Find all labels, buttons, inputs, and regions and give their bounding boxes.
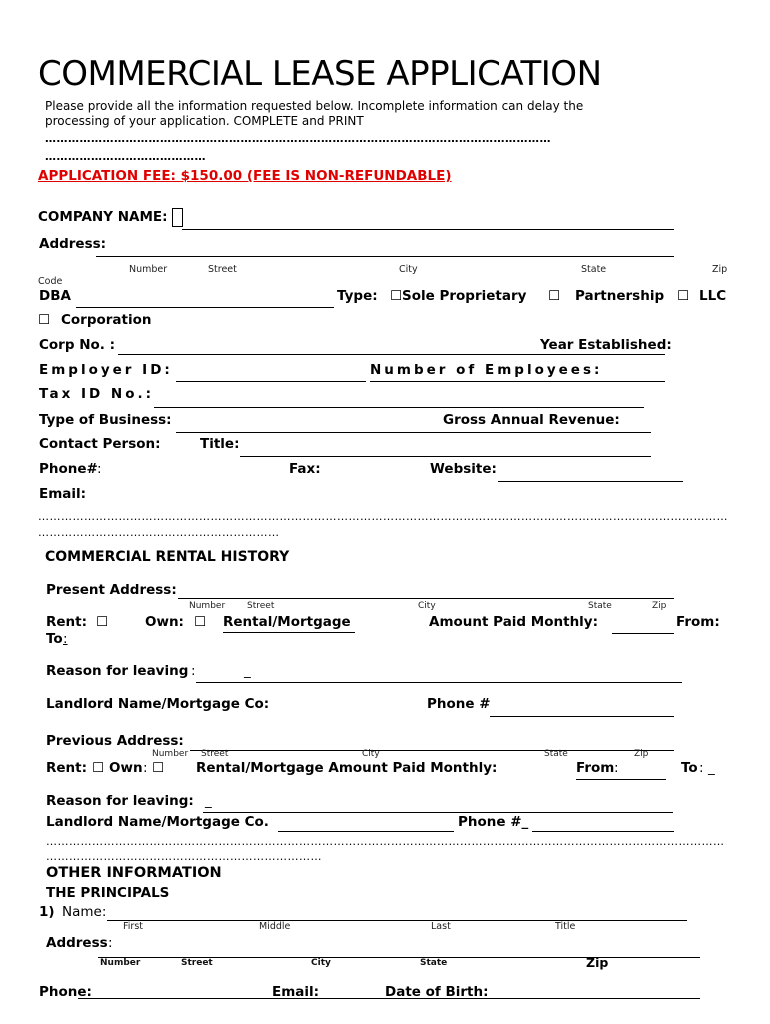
prev-rent-label: Rent: bbox=[46, 760, 88, 776]
reason-leaving-underscore: _ bbox=[244, 663, 251, 679]
pa-city-label: City bbox=[418, 601, 436, 611]
employer-id-field[interactable] bbox=[176, 381, 366, 382]
amount-paid-field[interactable] bbox=[612, 633, 674, 634]
partnership-checkbox[interactable]: ☐ bbox=[548, 288, 561, 304]
prev-reason-underscore: _ bbox=[205, 793, 212, 809]
phone-label: Phone# bbox=[39, 461, 98, 477]
prev-state-label: State bbox=[544, 749, 568, 759]
principals-heading: THE PRINCIPALS bbox=[46, 885, 170, 901]
company-name-field[interactable] bbox=[182, 229, 674, 230]
other-info-heading: OTHER INFORMATION bbox=[46, 865, 222, 881]
website-field[interactable] bbox=[498, 481, 683, 482]
addr-zip-label: Zip bbox=[712, 264, 728, 275]
dotted-separator: …………………………………………………………………………………………………………………… bbox=[45, 132, 551, 145]
rent-label: Rent: bbox=[46, 614, 88, 630]
prev-zip-label: Zip bbox=[634, 749, 649, 759]
pa-street-label: Street bbox=[247, 601, 275, 611]
prev-landlord-field[interactable] bbox=[278, 831, 454, 832]
dotted-separator-2: ……………………………………………………………………………………………………………………………………………………………… bbox=[38, 510, 728, 523]
name-first-label: First bbox=[123, 921, 143, 932]
year-established-field[interactable] bbox=[520, 354, 665, 355]
previous-address-label: Previous Address: bbox=[46, 733, 184, 749]
llc-checkbox[interactable]: ☐ bbox=[677, 288, 690, 304]
corporation-checkbox[interactable]: ☐ bbox=[38, 312, 51, 328]
rental-mortgage-label: Rental/Mortgage bbox=[223, 614, 351, 630]
prev-rental-amount-label: Rental/Mortgage Amount Paid Monthly: bbox=[196, 760, 498, 776]
prev-to-underscore: _ bbox=[708, 760, 715, 776]
previous-address-field[interactable] bbox=[190, 750, 674, 751]
pa-state-label: State bbox=[588, 601, 612, 611]
page-title: COMMERCIAL LEASE APPLICATION bbox=[38, 54, 602, 94]
gross-revenue-field[interactable] bbox=[443, 432, 651, 433]
type-business-label: Type of Business: bbox=[39, 412, 172, 428]
amount-paid-monthly-label: Amount Paid Monthly: bbox=[429, 614, 599, 630]
name-title-label: Title bbox=[555, 921, 576, 932]
rent-checkbox[interactable]: ☐ bbox=[96, 614, 109, 630]
addr-code-label: Code bbox=[38, 276, 63, 287]
principal-name-label: Name: bbox=[62, 904, 107, 920]
addr-city-label: City bbox=[399, 264, 418, 275]
year-established-label: Year Established: bbox=[540, 337, 672, 353]
prev-rent-checkbox[interactable]: ☐ bbox=[92, 760, 105, 776]
contact-title-field[interactable] bbox=[240, 456, 651, 457]
principal-name-field[interactable] bbox=[107, 920, 687, 921]
sole-proprietary-label: Sole Proprietary bbox=[402, 288, 527, 304]
intro-line-1: Please provide all the information requested below. Incomplete information can delay the bbox=[45, 99, 584, 113]
address-label: Address: bbox=[39, 236, 107, 252]
landlord-phone-field[interactable] bbox=[490, 716, 674, 717]
rental-history-heading: COMMERCIAL RENTAL HISTORY bbox=[45, 549, 290, 565]
principal-address-colon: : bbox=[108, 935, 113, 951]
tax-id-field[interactable] bbox=[154, 407, 644, 408]
prev-from-field[interactable] bbox=[576, 779, 666, 780]
paddr-number-label: Number bbox=[100, 958, 141, 968]
prev-reason-field[interactable] bbox=[203, 812, 673, 813]
paddr-city-label: City bbox=[311, 958, 331, 968]
email-label: Email: bbox=[39, 486, 87, 502]
prev-number-label: Number bbox=[152, 749, 189, 759]
type-label: Type: bbox=[337, 288, 378, 304]
name-last-label: Last bbox=[431, 921, 451, 932]
own-label: Own: bbox=[145, 614, 184, 630]
addr-street-label: Street bbox=[208, 264, 237, 275]
contact-title-label: Title: bbox=[200, 436, 240, 452]
reason-leaving-label: Reason for leaving bbox=[46, 663, 189, 679]
num-employees-label: Number of Employees: bbox=[370, 362, 603, 378]
dotted-separator-end: …………………………………… bbox=[45, 150, 206, 163]
paddr-street-label: Street bbox=[181, 958, 213, 968]
num-employees-field[interactable] bbox=[370, 381, 665, 382]
to-colon: : bbox=[63, 631, 68, 647]
to-label: To bbox=[46, 631, 63, 647]
prev-landlord-phone-label: Phone #_ bbox=[458, 814, 529, 830]
prev-street-label: Street bbox=[201, 749, 229, 759]
corp-no-label: Corp No. : bbox=[39, 337, 116, 353]
contact-person-label: Contact Person: bbox=[39, 436, 161, 452]
prev-own-checkbox[interactable]: ☐ bbox=[152, 760, 165, 776]
addr-number-label: Number bbox=[129, 264, 168, 275]
address-field[interactable] bbox=[96, 256, 674, 257]
fax-label: Fax: bbox=[289, 461, 321, 477]
paddr-state-label: State bbox=[420, 958, 448, 968]
landlord-phone-label: Phone # bbox=[427, 696, 491, 712]
dotted-separator-3-end: ……………………………………………………………… bbox=[46, 850, 322, 863]
principal-number: 1) bbox=[39, 904, 55, 920]
addr-state-label: State bbox=[581, 264, 607, 275]
prev-own-colon: : bbox=[143, 760, 148, 776]
dba-field[interactable] bbox=[76, 307, 334, 308]
name-middle-label: Middle bbox=[259, 921, 291, 932]
application-fee: APPLICATION FEE: $150.00 (FEE IS NON-REFUNDABLE) bbox=[38, 168, 452, 184]
corporation-label: Corporation bbox=[61, 312, 152, 328]
pa-zip-label: Zip bbox=[652, 601, 667, 611]
from-label: From: bbox=[676, 614, 720, 630]
sole-proprietary-checkbox[interactable]: ☐ bbox=[390, 288, 403, 304]
prev-city-label: City bbox=[362, 749, 380, 759]
employer-id-label: Employer ID: bbox=[39, 362, 173, 378]
dotted-separator-2-end: ……………………………………………………… bbox=[38, 526, 280, 539]
prev-own-label: Own bbox=[109, 760, 143, 776]
prev-to-colon: : bbox=[699, 760, 704, 776]
prev-landlord-phone-field[interactable] bbox=[532, 831, 674, 832]
dotted-separator-3: …………………………………………………………………………………………………………………………………………………………… bbox=[46, 835, 725, 848]
partnership-label: Partnership bbox=[575, 288, 665, 304]
landlord-label: Landlord Name/Mortgage Co: bbox=[46, 696, 270, 712]
rental-mortgage-underline bbox=[223, 632, 355, 633]
company-name-field-box[interactable] bbox=[172, 208, 183, 227]
reason-leaving-colon: : bbox=[191, 663, 196, 679]
principal-email-label: Email: bbox=[272, 984, 320, 1000]
present-address-label: Present Address: bbox=[46, 582, 177, 598]
present-address-field[interactable] bbox=[178, 598, 674, 599]
prev-from-colon: : bbox=[614, 760, 619, 776]
pa-number-label: Number bbox=[189, 601, 226, 611]
company-name-label: COMPANY NAME: bbox=[38, 209, 168, 225]
prev-from-label: From bbox=[576, 760, 615, 776]
paddr-zip-label: Zip bbox=[586, 955, 609, 970]
tax-id-label: Tax ID No.: bbox=[39, 386, 155, 402]
llc-label: LLC bbox=[699, 288, 727, 304]
phone-colon: : bbox=[97, 461, 102, 477]
prev-reason-label: Reason for leaving: bbox=[46, 793, 194, 809]
gross-revenue-label: Gross Annual Revenue: bbox=[443, 412, 620, 428]
principal-dob-label: Date of Birth: bbox=[385, 984, 489, 1000]
dba-label: DBA bbox=[39, 288, 71, 304]
prev-to-label: To bbox=[681, 760, 698, 776]
principal-address-label: Address bbox=[46, 935, 108, 951]
own-checkbox[interactable]: ☐ bbox=[194, 614, 207, 630]
intro-line-2: processing of your application. COMPLETE and PRINT bbox=[45, 114, 364, 128]
reason-leaving-field[interactable] bbox=[196, 682, 682, 683]
corp-no-field[interactable] bbox=[118, 354, 520, 355]
prev-landlord-label: Landlord Name/Mortgage Co. bbox=[46, 814, 269, 830]
principal-phone-label: Phone: bbox=[39, 984, 92, 1000]
type-business-field[interactable] bbox=[176, 432, 444, 433]
website-label: Website: bbox=[430, 461, 497, 477]
